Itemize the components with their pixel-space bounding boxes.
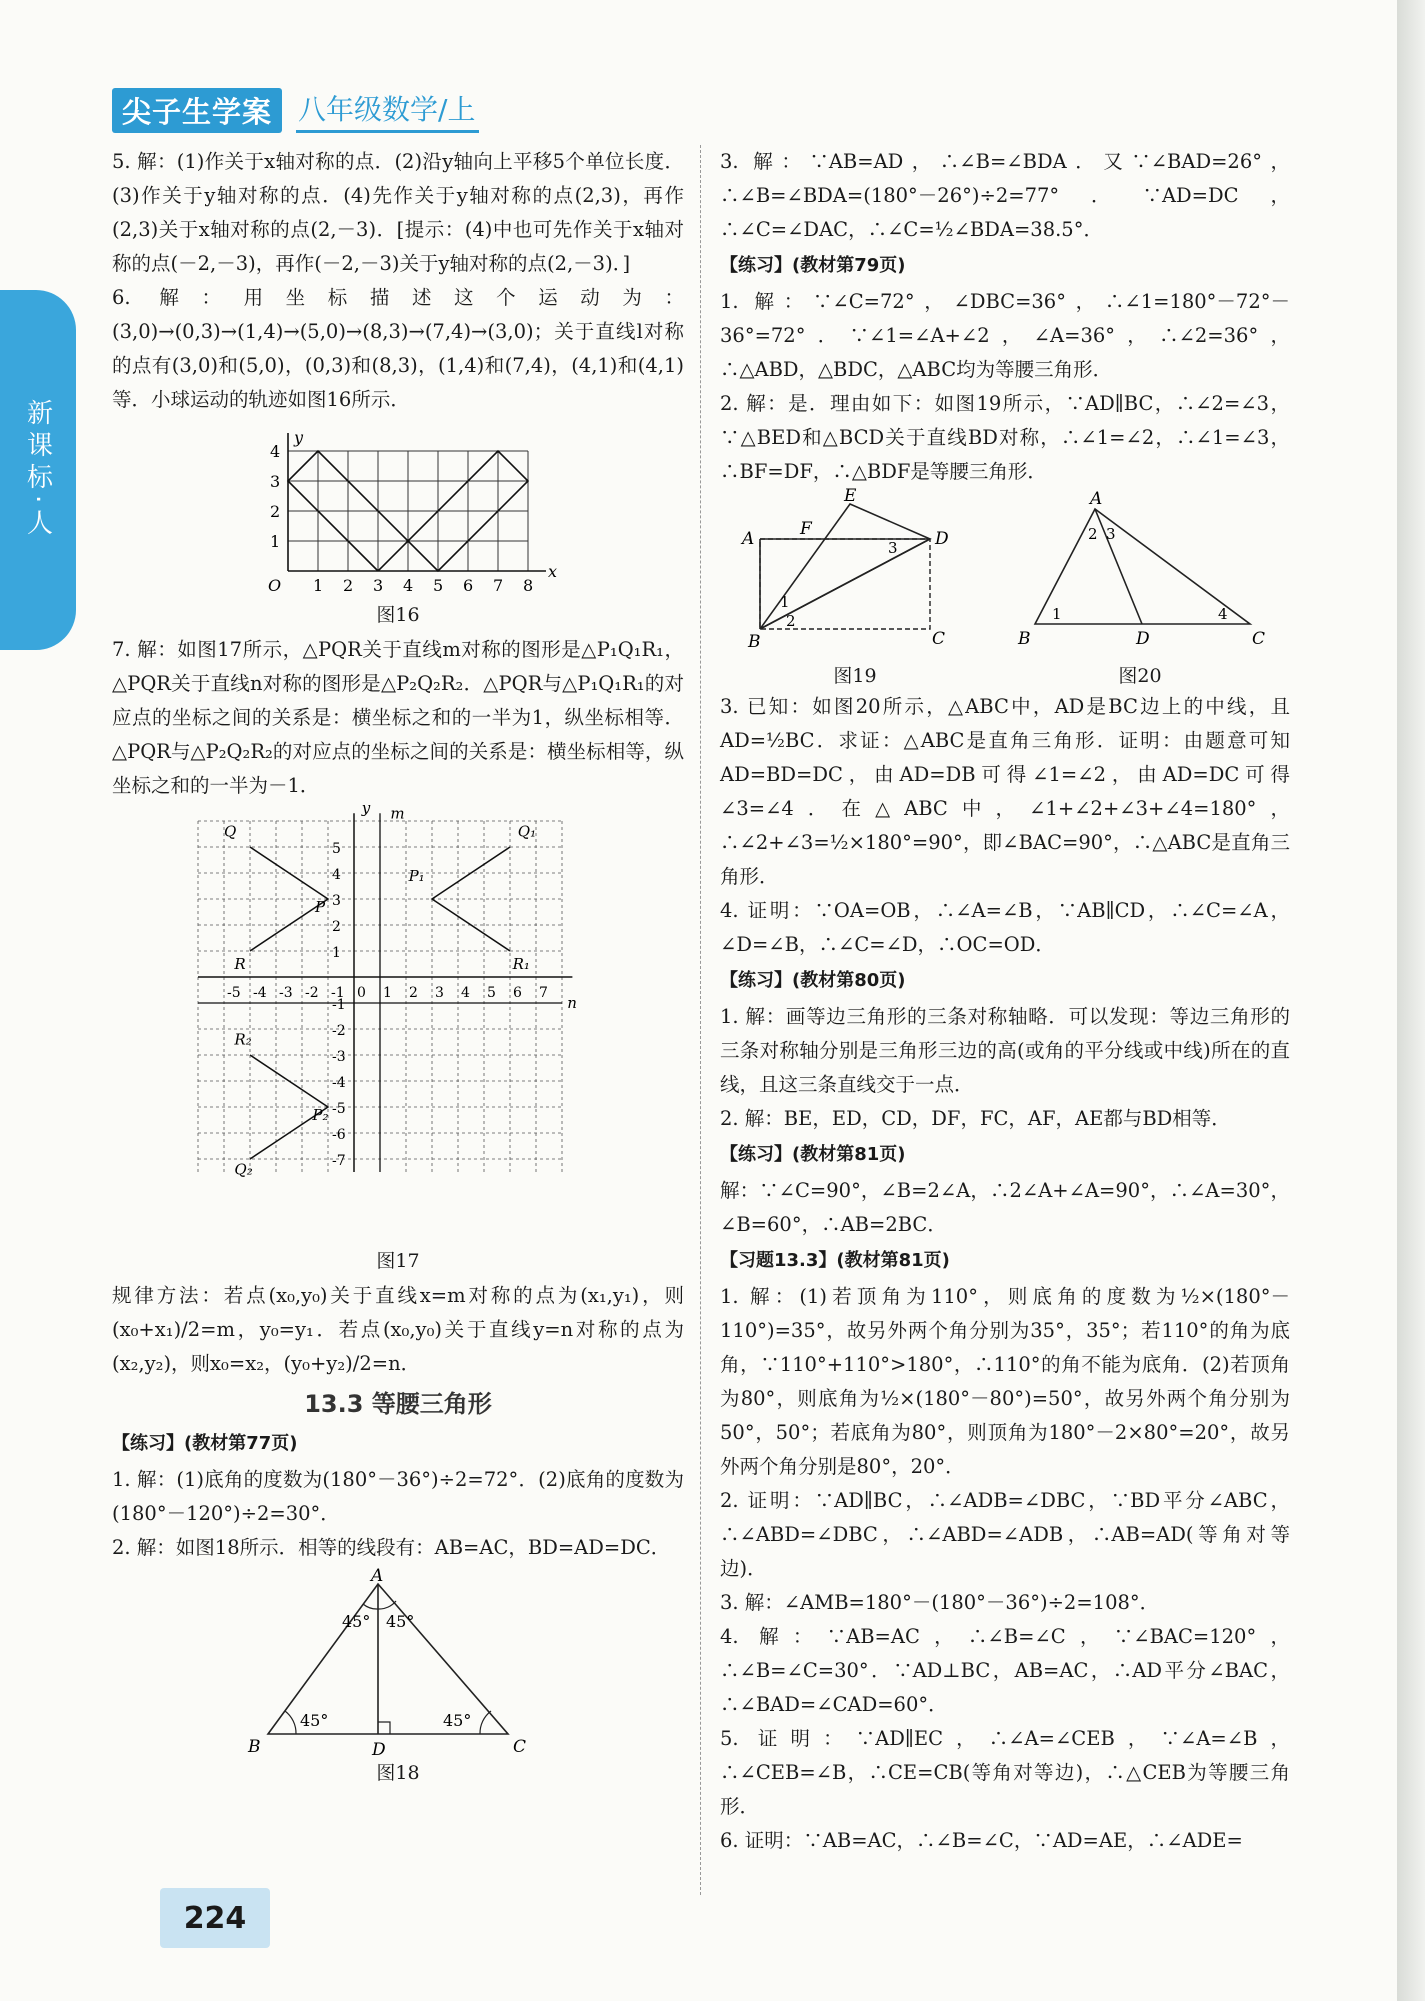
y-tick-label: -5 — [332, 1101, 346, 1117]
fig19-angle-2: 2 — [786, 612, 796, 630]
fig19-label-f: F — [800, 519, 812, 539]
figure-16 — [112, 421, 684, 629]
x-tick-label: -1 — [331, 985, 345, 1001]
figure-19-caption: 图19 — [833, 665, 877, 687]
y-tick-label: 4 — [332, 867, 341, 883]
homework-1: 1. 解：(1)若顶角为110°，则底角的度数为½×(180°－110°)=35°，故另外两个角分别为35°，35°；若110°的角为底角，∵110°+110°>180°，∴110°的角不能为底角．(2)若顶角为80°，则底角为½×(180°－80°)=50°，故另外两个角分别为50°，50°；若底角为80°，则顶角为180°－2×80°=20°，故另外两个角分别是80°，20°． — [720, 1285, 1290, 1478]
x-tick-label: 8 — [523, 576, 534, 595]
x-tick-label: 4 — [461, 985, 470, 1001]
exercise-80-2: 2. 解：BE，ED，CD，DF，FC，AF，AE都与BD相等． — [720, 1107, 1231, 1130]
fig20-label-c: C — [1252, 629, 1266, 649]
x-axis-label: x — [548, 562, 558, 581]
y-tick-label: -7 — [332, 1153, 346, 1169]
page-fold-edge — [1397, 0, 1425, 2001]
exercise-79-2: 2. 解：是．理由如下：如图19所示，∵AD∥BC，∴∠2=∠3，∵△BED和△BCD关于直线BD对称，∴∠1=∠2，∴∠1=∠3，∴BF=DF，∴△BDF是等腰三角形． — [720, 392, 1290, 483]
exercise-81-1: 解：∵∠C=90°，∠B=2∠A，∴2∠A+∠A=90°，∴∠A=30°，∠B=60°，∴AB=2BC． — [720, 1179, 1290, 1236]
fig17-label: R₁ — [512, 955, 530, 974]
fig19-angle-1: 1 — [780, 593, 790, 611]
x-tick-label: 1 — [313, 576, 324, 595]
fig17-label: n — [567, 994, 577, 1013]
x-tick-label: 5 — [433, 576, 444, 595]
y-tick-label: 5 — [332, 841, 341, 857]
figure-19 — [740, 486, 970, 690]
figure-16-caption: 图16 — [376, 604, 420, 626]
fig17-label: R₂ — [234, 1030, 252, 1049]
fig20-label-a: A — [1090, 489, 1103, 509]
homework-4: 4. 解：∵AB=AC，∴∠B=∠C，∵∠BAC=120°，∴∠B=∠C=30°．∵AD⊥BC，AB=AC，∴AD平分∠BAC，∴∠BAD=∠CAD=60°． — [720, 1625, 1290, 1716]
homework-2: 2. 证明：∵AD∥BC，∴∠ADB=∠DBC，∵BD平分∠ABC，∴∠ABD=∠DBC，∴∠ABD=∠ADB，∴AB=AD(等角对等边)． — [720, 1489, 1290, 1580]
x-tick-label: 3 — [373, 576, 384, 595]
figure-20-diagram — [1010, 489, 1270, 649]
fig20-angle-2: 2 — [1088, 525, 1098, 543]
y-tick-label: 3 — [270, 472, 281, 491]
answer-6: 6. 解：用坐标描述这个运动为：(3,0)→(0,3)→(1,4)→(5,0)→(8,3)→(7,4)→(3,0)；关于直线l对称的点有(3,0)和(5,0)，(0,3)和(8,3)，(1,4)和(7,4)，(4,1)和(4,1)等．小球运动的轨迹如图16所示． — [112, 286, 684, 411]
figure-16-graph — [248, 421, 558, 601]
fig20-label-b: B — [1018, 629, 1031, 649]
exercise-79-4: 4. 证明：∵OA=OB，∴∠A=∠B，∵AB∥CD，∴∠C=∠A，∠D=∠B，∴∠C=∠D，∴OC=OD． — [720, 899, 1290, 956]
fig17-label: P₂ — [312, 1106, 329, 1124]
page-number: 224 — [160, 1888, 270, 1948]
figure-17-graph — [178, 799, 618, 1247]
fig18-angle-1: 45° — [342, 1612, 371, 1631]
figure-18 — [112, 1566, 684, 1787]
fig19-label-c: C — [932, 629, 946, 649]
x-tick-label: -2 — [305, 985, 319, 1001]
x-tick-label: 1 — [383, 985, 392, 1001]
fig20-angle-1: 1 — [1052, 605, 1062, 623]
y-tick-label: -2 — [332, 1023, 346, 1039]
figure-19-diagram — [740, 486, 970, 652]
section-title: 13.3 等腰三角形 — [304, 1390, 492, 1418]
y-tick-label: 1 — [332, 945, 341, 961]
y-tick-label: -1 — [332, 997, 346, 1013]
x-tick-label: 7 — [493, 576, 504, 595]
figure-18-caption: 图18 — [376, 1762, 420, 1784]
x-tick-label: 0 — [357, 985, 366, 1001]
answer-7: 7. 解：如图17所示，△PQR关于直线m对称的图形是△P₁Q₁R₁，△PQR关于直线n对称的图形是△P₂Q₂R₂．△PQR与△P₁Q₁R₁的对应点的坐标之间的关系是：横坐标之和的一半为1，纵坐标相等．△PQR与△P₂Q₂R₂的对应点的坐标之间的关系是：横坐标相等，纵坐标之和的一半为－1． — [112, 638, 684, 797]
x-tick-label: -4 — [253, 985, 267, 1001]
exercise-79-1: 1. 解：∵∠C=72°，∠DBC=36°，∴∠1=180°－72°－36°=72°．∵∠1=∠A+∠2，∠A=36°，∴∠2=36°，∴△ABD，△BDC，△ABC均为等腰三角形． — [720, 290, 1290, 381]
y-tick-label: -6 — [332, 1127, 346, 1143]
side-tab — [0, 290, 76, 650]
fig18-label-b: B — [248, 1737, 261, 1757]
figure-20-caption: 图20 — [1118, 665, 1162, 687]
left-column — [112, 145, 684, 1791]
fig17-label: m — [390, 804, 405, 823]
fig18-angle-2: 45° — [386, 1612, 415, 1631]
fig18-label-d: D — [372, 1740, 386, 1760]
exercise-81-heading: 【练习】(教材第81页) — [720, 1144, 906, 1165]
figure-18-triangle — [238, 1566, 558, 1760]
brand-logo: 尖子生学案 — [112, 88, 282, 133]
y-tick-label: 2 — [332, 919, 341, 935]
figure-20 — [1010, 489, 1270, 690]
homework-5: 5. 证明：∵AD∥EC，∴∠A=∠CEB，∵∠A=∠B，∴∠CEB=∠B，∴CE=CB(等角对等边)，∴△CEB为等腰三角形． — [720, 1727, 1290, 1818]
fig17-label: y — [361, 799, 371, 818]
fig18-label-c: C — [513, 1737, 527, 1757]
exercise-80-heading: 【练习】(教材第80页) — [720, 970, 906, 991]
side-tab-label: 新课标·人 — [22, 398, 53, 542]
y-tick-label: 1 — [270, 532, 281, 551]
exercise-77-1: 1. 解：(1)底角的度数为(180°－36°)÷2=72°．(2)底角的度数为(180°－120°)÷2=30°． — [112, 1468, 684, 1525]
right-column — [720, 145, 1290, 1858]
fig19-label-e: E — [844, 486, 857, 506]
fig19-angle-3: 3 — [888, 539, 898, 557]
x-tick-label: 2 — [343, 576, 354, 595]
exercise-80-1: 1. 解：画等边三角形的三条对称轴略．可以发现：等边三角形的三条对称轴分别是三角形三边的高(或角的平分线或中线)所在的直线，且这三条直线交于一点． — [720, 1005, 1290, 1096]
method-note: 规律方法：若点(x₀,y₀)关于直线x=m对称的点为(x₁,y₁)，则(x₀+x₁)/2=m，y₀=y₁．若点(x₀,y₀)关于直线y=n对称的点为(x₂,y₂)，则x₀=x₂，(y₀+y₂)/2=n． — [112, 1284, 684, 1375]
y-tick-label: 2 — [270, 502, 281, 521]
fig17-label: Q₂ — [234, 1160, 253, 1179]
exercise-79-heading: 【练习】(教材第79页) — [720, 255, 906, 276]
x-tick-label: 3 — [435, 985, 444, 1001]
x-tick-label: 4 — [403, 576, 414, 595]
x-tick-label: 5 — [487, 985, 496, 1001]
homework-heading: 【习题13.3】(教材第81页) — [720, 1250, 950, 1271]
x-tick-label: 7 — [539, 985, 548, 1001]
y-tick-label: -3 — [332, 1049, 346, 1065]
y-tick-label: 4 — [270, 442, 281, 461]
fig17-label: Q₁ — [517, 822, 537, 841]
figure-17-caption: 图17 — [376, 1250, 420, 1272]
fig17-label: Q — [224, 822, 237, 841]
fig20-label-d: D — [1136, 629, 1150, 649]
figure-17 — [112, 799, 684, 1275]
exercise-77-heading: 【练习】(教材第77页) — [112, 1433, 298, 1454]
answer-3: 3. 解：∵AB=AD，∴∠B=∠BDA．又∵∠BAD=26°，∴∠B=∠BDA=(180°－26°)÷2=77°．∵AD=DC，∴∠C=∠DAC，∴∠C=½∠BDA=38.5°． — [720, 150, 1290, 241]
x-tick-label: -3 — [279, 985, 293, 1001]
exercise-79-3: 3. 已知：如图20所示，△ABC中，AD是BC边上的中线，且AD=½BC．求证：△ABC是直角三角形．证明：由题意可知AD=BD=DC，由AD=DB可得∠1=∠2，由AD=DC可得∠3=∠4．在△ABC中，∠1+∠2+∠3+∠4=180°，∴∠2+∠3=½×180°=90°，即∠BAC=90°，∴△ABC是直角三角形． — [720, 695, 1290, 888]
x-tick-label: 6 — [463, 576, 474, 595]
homework-3: 3. 解：∠AMB=180°－(180°－36°)÷2=108°． — [720, 1591, 1160, 1614]
homework-6: 6. 证明：∵AB=AC，∴∠B=∠C，∵AD=AE，∴∠ADE= — [720, 1829, 1243, 1852]
fig18-label-a: A — [371, 1566, 384, 1586]
y-tick-label: -4 — [332, 1075, 346, 1091]
y-tick-label: 3 — [332, 893, 341, 909]
exercise-77-2: 2. 解：如图18所示．相等的线段有：AB=AC，BD=AD=DC． — [112, 1536, 671, 1559]
page-header — [112, 90, 479, 130]
fig17-label: P₁ — [408, 866, 425, 885]
fig18-angle-4: 45° — [443, 1711, 472, 1730]
fig17-label: P — [315, 898, 326, 916]
answer-5: 5. 解：(1)作关于x轴对称的点．(2)沿y轴向上平移5个单位长度．(3)作关于y轴对称的点．(4)先作关于y轴对称的点(2,3)，再作(2,3)关于x轴对称的点(2,－3)．[提示：(4)中也可先作关于x轴对称的点(－2,－3)，再作(－2,－3)关于y轴对称的点(2,－3)．] — [112, 150, 684, 275]
fig19-label-a: A — [742, 529, 755, 549]
subject-title: 八年级数学/上 — [296, 88, 479, 133]
x-tick-label: -5 — [227, 985, 241, 1001]
fig20-angle-3: 3 — [1106, 525, 1116, 543]
origin-label: O — [268, 576, 282, 595]
x-tick-label: 2 — [409, 985, 418, 1001]
fig19-label-d: D — [935, 529, 949, 549]
column-divider — [700, 145, 701, 1895]
figures-19-20 — [720, 486, 1290, 690]
fig17-label: R — [234, 955, 246, 974]
fig19-label-b: B — [748, 632, 761, 652]
fig20-angle-4: 4 — [1218, 605, 1228, 623]
x-tick-label: 6 — [513, 985, 522, 1001]
y-axis-label: y — [294, 428, 304, 447]
fig18-angle-3: 45° — [300, 1711, 329, 1730]
